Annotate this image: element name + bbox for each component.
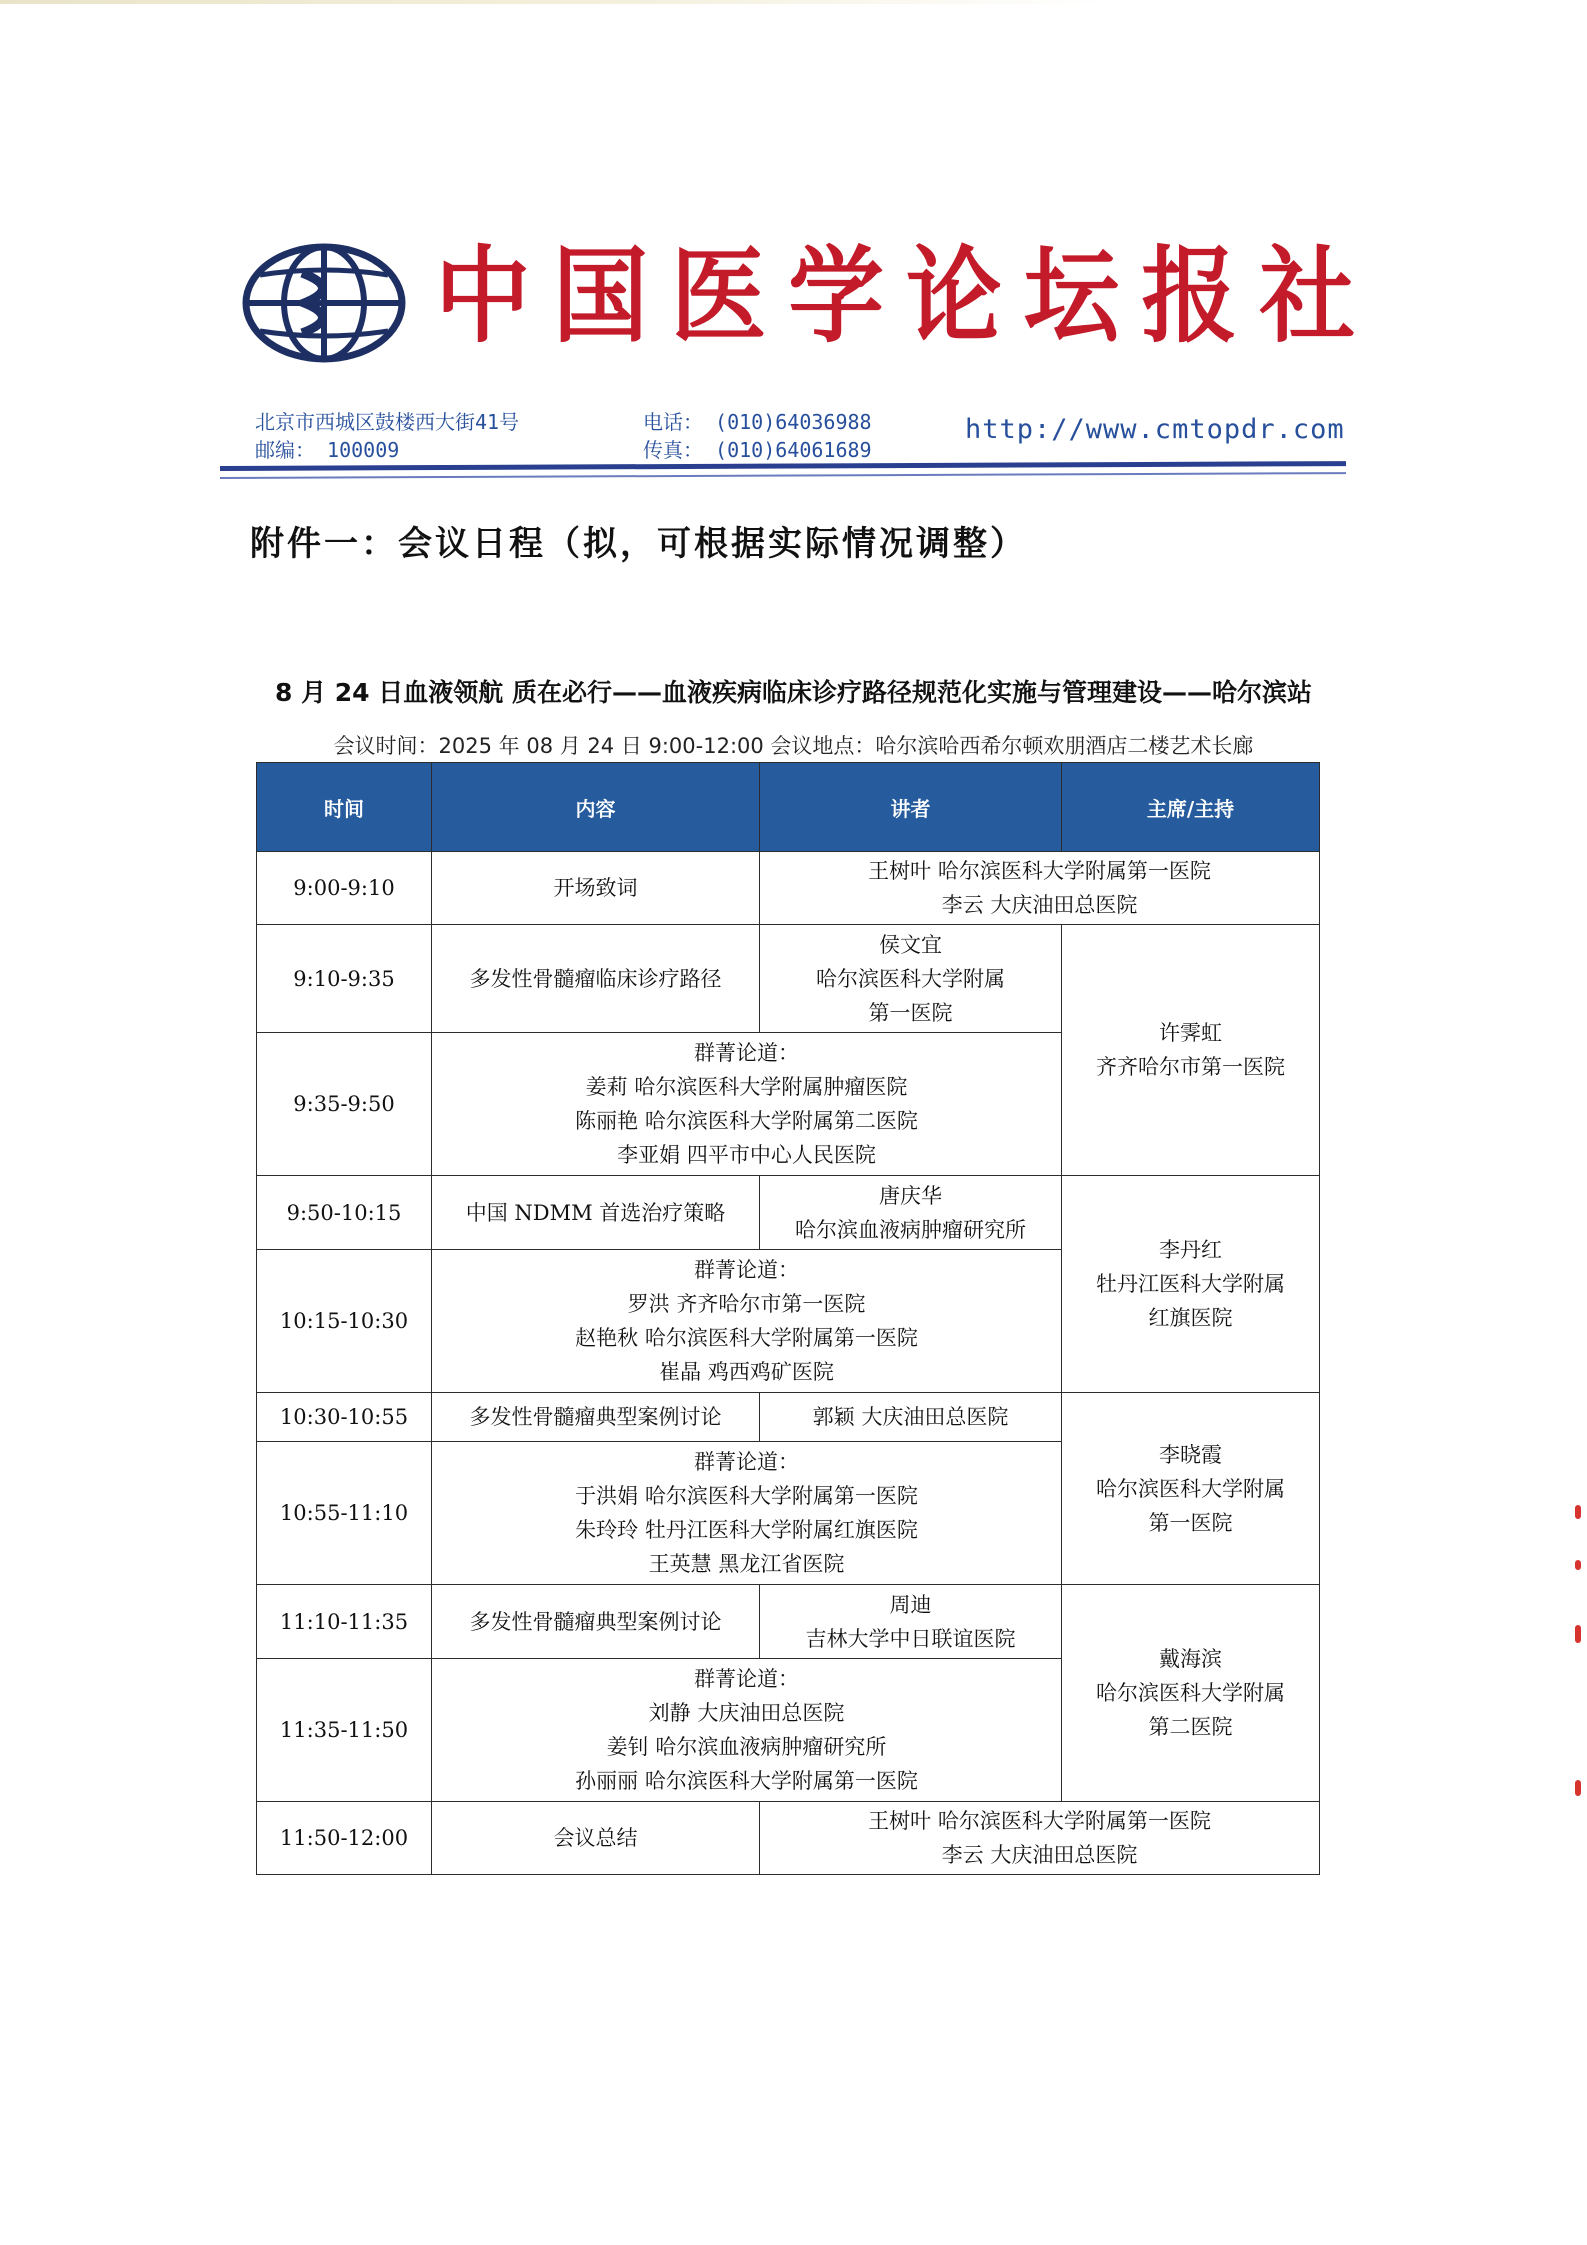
speaker-line: 王树叶 哈尔滨医科大学附属第一医院 [868, 1809, 1211, 1833]
discussion-line: 姜钊 哈尔滨血液病肿瘤研究所 [606, 1735, 887, 1759]
discussion-cell [432, 1659, 1062, 1802]
speaker-line: 李云 大庆油田总医院 [941, 1843, 1138, 1867]
speaker-cell [760, 1176, 1062, 1250]
speaker-line: 侯文宜 [879, 932, 942, 957]
discussion-cell [432, 1442, 1062, 1585]
chair-cell [1062, 1585, 1320, 1802]
content-cell: 中国 NDMM 首选治疗策略 [432, 1176, 760, 1250]
content-cell: 会议总结 [432, 1802, 760, 1875]
time-cell: 11:10-11:35 [257, 1585, 432, 1659]
speaker-cell [760, 1585, 1062, 1659]
org-name: 中国医学论坛报社 [435, 234, 1378, 357]
edge-mark [1575, 1505, 1581, 1519]
chair-line: 戴海滨 [1159, 1647, 1222, 1671]
discussion-cell [432, 1250, 1062, 1393]
header-rule-thin [220, 472, 1346, 479]
discussion-line: 赵艳秋 哈尔滨医科大学附属第一医院 [575, 1326, 918, 1350]
time-cell: 11:50-12:00 [257, 1802, 432, 1875]
chair-line: 李丹红 [1159, 1238, 1222, 1262]
time-cell: 9:50-10:15 [257, 1176, 432, 1250]
speaker-cell [760, 1802, 1320, 1875]
chair-line: 哈尔滨医科大学附属 [1096, 1476, 1285, 1501]
discussion-cell [432, 1033, 1062, 1176]
table-row [257, 1393, 1320, 1442]
attachment-title: 附件一：会议日程（拟，可根据实际情况调整） [250, 524, 1027, 564]
top-edge-strip [0, 0, 1587, 4]
time-cell: 10:55-11:10 [257, 1442, 432, 1585]
speaker-cell [760, 1393, 1062, 1442]
edge-mark [1575, 1560, 1581, 1570]
chair-cell [1062, 1393, 1320, 1585]
col-header-speaker: 讲者 [760, 763, 1062, 852]
discussion-line: 崔晶 鸡西鸡矿医院 [659, 1360, 834, 1384]
chair-cell [1062, 1176, 1320, 1393]
col-header-content: 内容 [432, 763, 760, 852]
globe-logo-icon [242, 243, 407, 363]
speaker-line: 周迪 [889, 1592, 932, 1617]
discussion-line: 姜莉 哈尔滨医科大学附属肿瘤医院 [585, 1075, 908, 1099]
discussion-line: 陈丽艳 哈尔滨医科大学附属第二医院 [575, 1109, 918, 1133]
chair-line: 齐齐哈尔市第一医院 [1096, 1055, 1285, 1079]
time-cell: 9:00-9:10 [257, 852, 432, 925]
table-row [257, 1176, 1320, 1250]
page-title: 8 月 24 日血液领航 质在必行——血液疾病临床诊疗路径规范化实施与管理建设——哈尔滨站 [274, 678, 1312, 707]
discussion-line: 朱玲玲 牡丹江医科大学附属红旗医院 [575, 1518, 918, 1542]
discussion-line: 李亚娟 四平市中心人民医院 [617, 1143, 876, 1167]
discussion-line: 群菁论道： [694, 1258, 799, 1282]
chair-line: 第一医院 [1148, 1510, 1233, 1535]
time-cell: 9:10-9:35 [257, 925, 432, 1033]
speaker-line: 唐庆华 [879, 1183, 942, 1208]
chair-line: 李晓霞 [1159, 1442, 1222, 1467]
edge-mark [1575, 1780, 1581, 1796]
website: http://www.cmtopdr.com [965, 414, 1345, 445]
speaker-line: 郭颖 大庆油田总医院 [812, 1405, 1009, 1429]
discussion-line: 群菁论道： [694, 1450, 799, 1474]
content-cell: 开场致词 [432, 852, 760, 925]
speaker-line: 吉林大学中日联谊医院 [805, 1626, 1016, 1651]
speaker-line: 第一医院 [868, 1000, 953, 1025]
schedule-table [256, 762, 1320, 1875]
speaker-line: 哈尔滨医科大学附属 [816, 966, 1005, 991]
discussion-line: 刘静 大庆油田总医院 [648, 1701, 845, 1725]
speaker-line: 哈尔滨血液病肿瘤研究所 [795, 1217, 1026, 1242]
speaker-cell [760, 925, 1062, 1033]
table-header-row [257, 763, 1320, 852]
discussion-line: 孙丽丽 哈尔滨医科大学附属第一医院 [575, 1769, 918, 1793]
chair-line: 第二医院 [1148, 1715, 1233, 1739]
time-cell: 10:15-10:30 [257, 1250, 432, 1393]
postcode: 邮编： 100009 [255, 438, 400, 462]
content-cell: 多发性骨髓瘤临床诊疗路径 [432, 925, 760, 1033]
chair-line: 许霁虹 [1159, 1021, 1222, 1045]
discussion-line: 群菁论道： [694, 1667, 799, 1691]
table-row [257, 1802, 1320, 1875]
edge-mark [1575, 1625, 1581, 1643]
col-header-chair: 主席/主持 [1062, 763, 1320, 852]
table-row [257, 852, 1320, 925]
table-row [257, 925, 1320, 1033]
meeting-info: 会议时间：2025 年 08 月 24 日 9:00-12:00 会议地点：哈尔滨哈西希尔顿欢朋酒店二楼艺术长廊 [333, 734, 1254, 758]
discussion-line: 罗洪 齐齐哈尔市第一医院 [627, 1292, 866, 1316]
chair-line: 哈尔滨医科大学附属 [1096, 1681, 1285, 1705]
discussion-line: 王英慧 黑龙江省医院 [648, 1552, 845, 1576]
content-cell: 多发性骨髓瘤典型案例讨论 [432, 1393, 760, 1442]
fax: 传真： (010)64061689 [643, 438, 872, 462]
speaker-line: 李云 大庆油田总医院 [941, 893, 1138, 917]
phone-block [643, 408, 872, 464]
phone: 电话： (010)64036988 [643, 410, 872, 434]
chair-line: 红旗医院 [1148, 1306, 1233, 1330]
speaker-line: 王树叶 哈尔滨医科大学附属第一医院 [868, 859, 1211, 883]
col-header-time: 时间 [257, 763, 432, 852]
chair-line: 牡丹江医科大学附属 [1096, 1272, 1285, 1296]
address-block [255, 408, 519, 464]
time-cell: 9:35-9:50 [257, 1033, 432, 1176]
time-cell: 11:35-11:50 [257, 1659, 432, 1802]
chair-cell [1062, 925, 1320, 1176]
time-cell: 10:30-10:55 [257, 1393, 432, 1442]
table-row [257, 1585, 1320, 1659]
address: 北京市西城区鼓楼西大街41号 [255, 410, 520, 434]
content-cell: 多发性骨髓瘤典型案例讨论 [432, 1585, 760, 1659]
discussion-line: 于洪娟 哈尔滨医科大学附属第一医院 [575, 1484, 918, 1508]
speaker-cell [760, 852, 1320, 925]
discussion-line: 群菁论道： [694, 1041, 799, 1065]
